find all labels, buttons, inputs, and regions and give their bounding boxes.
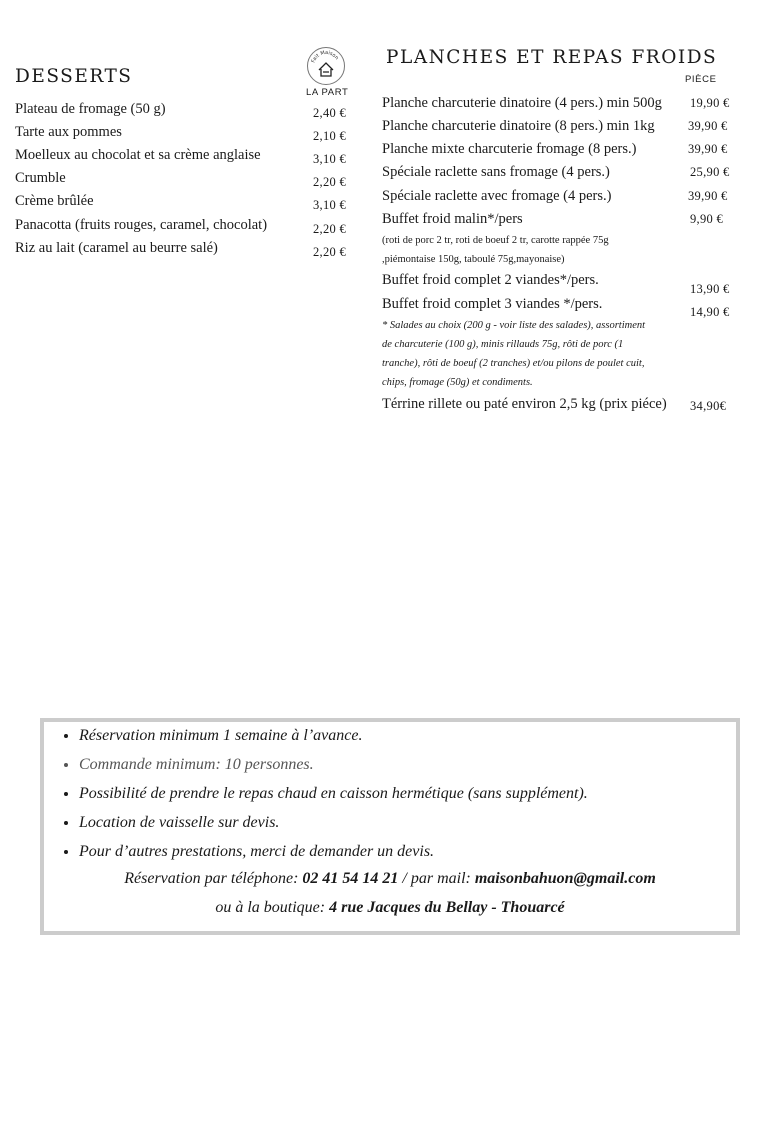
dessert-price: 2,10 € — [313, 129, 347, 143]
terrine-price: 34,90€ — [690, 399, 727, 413]
info-list — [46, 724, 588, 869]
email-link[interactable]: maisonbahuon@gmail.com — [474, 870, 656, 887]
buffet-complet-2-name: Buffet froid complet 2 viandes*/pers. — [382, 272, 599, 288]
contact-line-1 — [44, 870, 736, 888]
house-icon — [308, 48, 344, 84]
dessert-price: 3,10 € — [313, 198, 347, 212]
buffet-complet-3-price: 14,90 € — [690, 305, 730, 319]
dessert-price: 2,40 € — [313, 106, 347, 120]
info-item: • Commande minimum: 10 personnes. — [79, 753, 588, 782]
dessert-name: Crumble — [15, 170, 66, 186]
contact-shop-label: ou à la boutique: — [215, 899, 326, 916]
buffet-complet-2-price: 13,90 € — [690, 282, 730, 296]
info-item: • Possibilité de prendre le repas chaud en caisson hermétique (sans supplément). — [79, 782, 588, 811]
planches-title: PLANCHES ET REPAS FROIDS — [386, 47, 718, 68]
terrine-name: Térrine rillete ou paté environ 2,5 kg (prix piéce) — [382, 396, 667, 412]
planche-price: 39,90 € — [688, 142, 728, 156]
svg-text:Fait Maison — [311, 50, 340, 64]
planche-price: 39,90 € — [688, 119, 728, 133]
malin-details: (roti de porc 2 tr, roti de boeuf 2 tr, carotte rappée 75g — [382, 235, 609, 246]
dessert-name: Panacotta (fruits rouges, caramel, chocolat) — [15, 217, 268, 233]
contact-line-2 — [44, 899, 736, 917]
info-item: • Pour d’autres prestations, merci de demander un devis. — [79, 840, 588, 869]
phone-number[interactable]: 02 41 54 14 21 — [302, 870, 399, 887]
logo — [307, 47, 345, 85]
planche-name: Buffet froid malin*/pers — [382, 211, 523, 227]
buffet-footnote: * Salades au choix (200 g - voir liste des salades), assortiment — [382, 320, 646, 331]
buffet-footnote: tranche), rôti de boeuf (2 tranches) et/ou pilons de poulet cuit, — [382, 358, 645, 369]
dessert-name: Crème brûlée — [15, 193, 94, 209]
logo-text: Fait Maison — [310, 49, 340, 64]
desserts-unit-label: LA PART — [306, 87, 349, 98]
planche-price: 25,90 € — [690, 165, 730, 179]
planche-price: 39,90 € — [688, 189, 728, 203]
buffet-footnote: chips, fromage (50g) et condiments. — [382, 377, 533, 388]
planche-price: 9,90 € — [690, 212, 724, 226]
info-item: • Réservation minimum 1 semaine à l’avance. — [79, 724, 588, 753]
buffet-complet-3-name: Buffet froid complet 3 viandes */pers. — [382, 296, 603, 312]
dessert-name: Riz au lait (caramel au beurre salé) — [15, 240, 218, 256]
dessert-price: 2,20 € — [313, 222, 347, 236]
planche-name: Spéciale raclette sans fromage (4 pers.) — [382, 164, 610, 180]
shop-address: 4 rue Jacques du Bellay - Thouarcé — [329, 899, 565, 916]
planche-name: Planche mixte charcuterie fromage (8 pers.) — [382, 141, 637, 157]
planche-name: Planche charcuterie dinatoire (8 pers.) min 1kg — [382, 118, 655, 134]
info-item: • Location de vaisselle sur devis. — [79, 811, 588, 840]
dessert-price: 2,20 € — [313, 175, 347, 189]
planche-name: Planche charcuterie dinatoire (4 pers.) min 500g — [382, 95, 662, 111]
dessert-name: Tarte aux pommes — [15, 124, 122, 140]
dessert-price: 3,10 € — [313, 152, 347, 166]
info-box — [40, 718, 740, 935]
dessert-price: 2,20 € — [313, 245, 347, 259]
planche-name: Spéciale raclette avec fromage (4 pers.) — [382, 188, 612, 204]
desserts-title: DESSERTS — [15, 66, 133, 87]
buffet-footnote: de charcuterie (100 g), minis rillauds 75g, rôti de porc (1 — [382, 339, 624, 350]
dessert-name: Plateau de fromage (50 g) — [15, 101, 166, 117]
planche-price: 19,90 € — [690, 96, 730, 110]
contact-mail-label: / par mail: — [402, 870, 471, 887]
dessert-name: Moelleux au chocolat et sa crème anglaise — [15, 147, 261, 163]
planches-unit-label: PIÈCE — [685, 74, 717, 85]
contact-phone-label: Réservation par téléphone: — [124, 870, 299, 887]
malin-details: ,piémontaise 150g, taboulé 75g,mayonaise) — [382, 254, 565, 265]
